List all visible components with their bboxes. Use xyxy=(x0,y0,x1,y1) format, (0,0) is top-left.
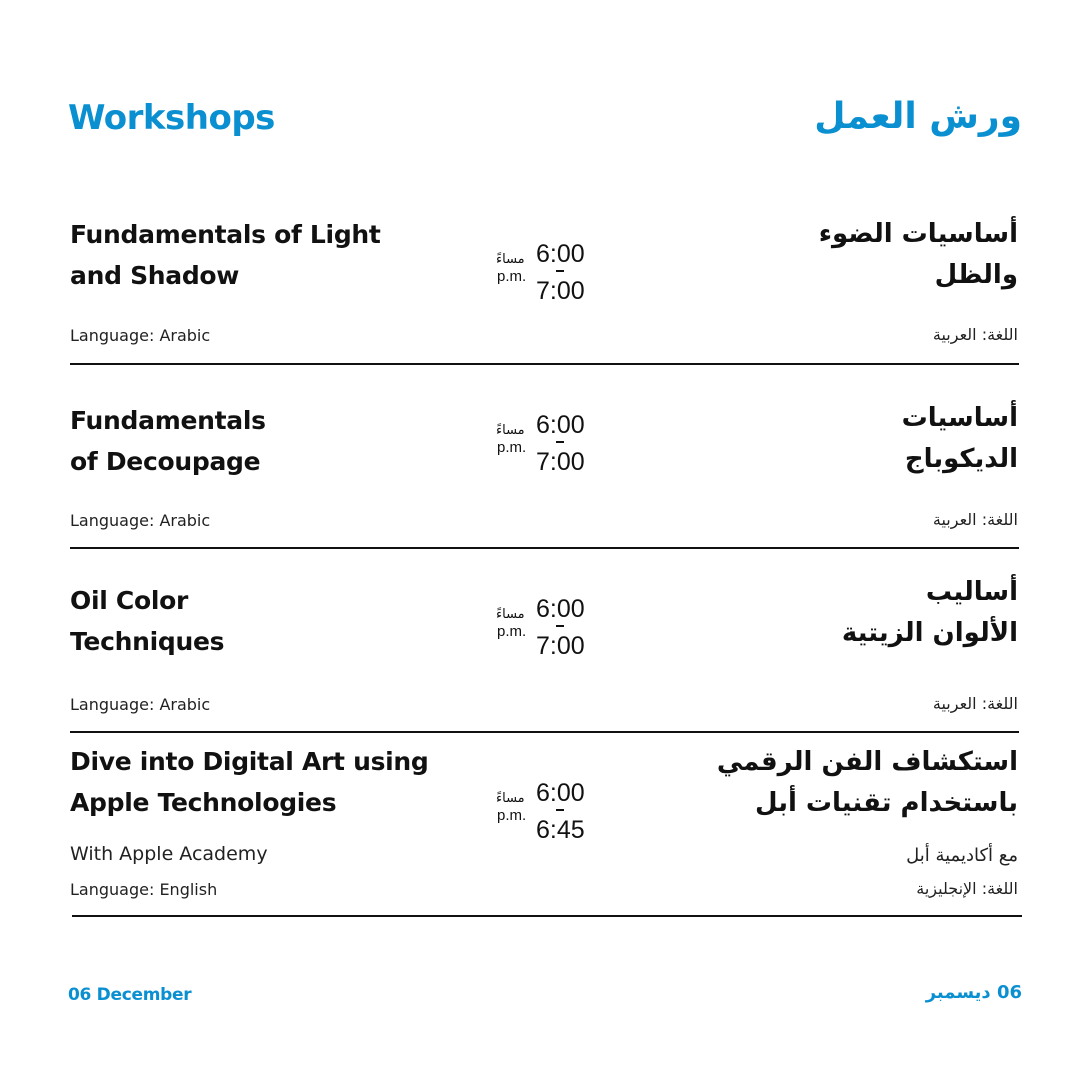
workshop-3-title-ar-line-1: أساليب xyxy=(925,577,1018,607)
page-title-en: Workshops xyxy=(68,98,275,138)
divider xyxy=(70,731,1019,733)
workshop-3-time-end: 7:00 xyxy=(536,632,585,660)
workshop-4-time xyxy=(494,779,604,859)
workshop-4-title-ar-line-2: باستخدام تقنيات أبل xyxy=(754,788,1018,818)
workshop-4-time-start: 6:00 xyxy=(536,779,585,807)
workshop-1-time-end: 7:00 xyxy=(536,277,585,305)
workshop-4-time-pm: p.m. xyxy=(497,807,527,824)
workshop-3-language-en: Language: Arabic xyxy=(70,695,211,714)
workshop-4-time-end: 6:45 xyxy=(536,816,585,844)
workshop-1-time-start: 6:00 xyxy=(536,240,585,268)
workshop-2-time xyxy=(494,411,604,491)
workshop-4-time-ar: مساءً xyxy=(496,791,525,806)
workshop-1-language-ar: اللغة: العربية xyxy=(932,325,1018,344)
workshop-2-title-en xyxy=(70,400,490,482)
workshop-2-time-end: 7:00 xyxy=(536,448,585,476)
workshop-1-title-en xyxy=(70,214,490,296)
workshop-2-title-ar-line-2: الديكوباج xyxy=(904,444,1018,474)
workshop-3-title-ar-line-2: الألوان الزيتية xyxy=(841,618,1018,648)
workshop-2-title-ar xyxy=(598,398,1018,480)
divider xyxy=(72,915,1022,917)
workshop-4-title-ar xyxy=(598,742,1018,824)
workshop-2-time-pm: p.m. xyxy=(497,439,527,456)
time-dash xyxy=(556,809,564,811)
workshop-4-title-en-line-1: Dive into Digital Art using xyxy=(70,747,429,776)
workshop-1-time-ar: مساءً xyxy=(496,252,525,267)
workshop-4-language-ar: اللغة: الإنجليزية xyxy=(916,879,1018,898)
date-en: 06 December xyxy=(68,985,192,1005)
workshop-4-title-en xyxy=(70,741,490,823)
workshop-2-time-start: 6:00 xyxy=(536,411,585,439)
workshop-3-time-start: 6:00 xyxy=(536,595,585,623)
workshop-4-subtitle-en: With Apple Academy xyxy=(70,843,268,865)
date-ar: 06 ديسمبر xyxy=(925,982,1022,1003)
workshop-2-title-ar-line-1: أساسيات xyxy=(901,403,1018,433)
workshop-3-title-en-line-2: Techniques xyxy=(70,627,225,656)
workshop-1-title-en-line-2: and Shadow xyxy=(70,261,240,290)
workshop-3-time-pm: p.m. xyxy=(497,623,527,640)
workshop-1-language-en: Language: Arabic xyxy=(70,326,211,345)
workshop-3-title-en-line-1: Oil Color xyxy=(70,586,188,615)
workshop-2-title-en-line-1: Fundamentals xyxy=(70,406,266,435)
workshop-1-title-en-line-1: Fundamentals of Light xyxy=(70,220,381,249)
divider xyxy=(70,547,1019,549)
workshop-3-title-en xyxy=(70,580,490,662)
workshop-4-title-en-line-2: Apple Technologies xyxy=(70,788,337,817)
workshop-2-time-ar: مساءً xyxy=(496,423,525,438)
workshop-3-time-ar: مساءً xyxy=(496,607,525,622)
time-dash xyxy=(556,441,564,443)
time-dash xyxy=(556,270,564,272)
workshop-4-subtitle-ar: مع أكاديمية أبل xyxy=(906,845,1018,866)
divider xyxy=(70,363,1019,365)
workshop-3-title-ar xyxy=(598,572,1018,654)
workshop-1-title-ar-line-1: أساسيات الضوء xyxy=(818,219,1018,249)
workshop-4-language-en: Language: English xyxy=(70,880,218,899)
workshop-1-title-ar-line-2: والظل xyxy=(934,260,1018,290)
workshop-1-title-ar xyxy=(598,214,1018,296)
workshop-1-time-pm: p.m. xyxy=(497,268,527,285)
workshop-2-language-en: Language: Arabic xyxy=(70,511,211,530)
page-title-ar: ورش العمل xyxy=(814,96,1022,137)
time-dash xyxy=(556,625,564,627)
workshop-2-language-ar: اللغة: العربية xyxy=(932,510,1018,529)
workshop-3-time xyxy=(494,595,604,675)
workshop-3-language-ar: اللغة: العربية xyxy=(932,694,1018,713)
workshop-2-title-en-line-2: of Decoupage xyxy=(70,447,261,476)
workshop-4-title-ar-line-1: استكشاف الفن الرقمي xyxy=(716,747,1018,777)
workshop-1-time xyxy=(494,240,604,320)
